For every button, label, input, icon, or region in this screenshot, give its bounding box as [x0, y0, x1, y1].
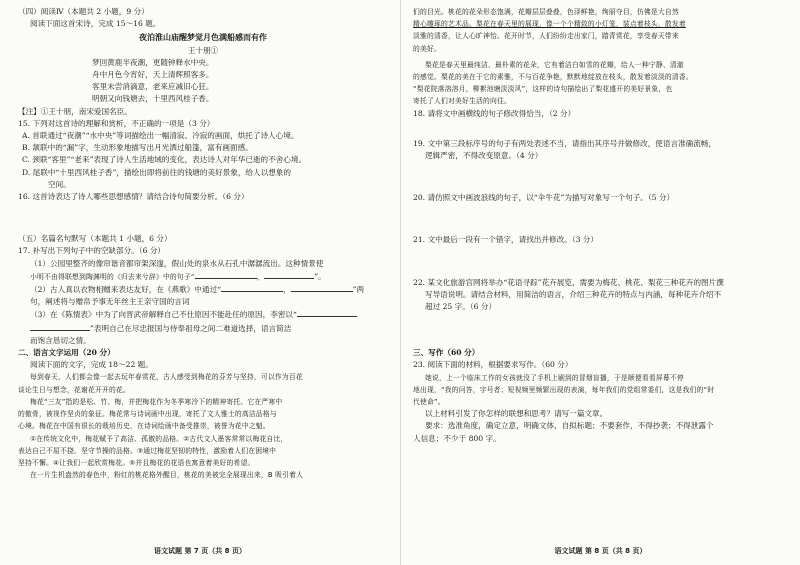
passage-line: 坚持不懈。④让我们一起欣赏梅花。⑤并且梅花的花语也寓意着美好的希望。 [18, 458, 255, 467]
poem-title: 夜泊淮山庙醒梦觉月色满船感而有作 [139, 32, 267, 43]
q17-part-3-cont: ”表明自己在尽忠报国与侍奉祖母之间二难道选择，语言简洁 [18, 322, 388, 335]
poem-line: 明朝又向钱塘去，十里西风桂子香。 [92, 94, 214, 104]
part-3-heading: 三、写作（60 分） [413, 348, 480, 358]
blank-field[interactable] [264, 270, 314, 279]
material-line: 她说，上一个临床工作的女孩就没了手机上刷到的冒烟盲播，于是顺便看看屏幕不停 [425, 373, 684, 382]
passage-line: 在一片生机盎然的春色中，粉红的桃花格外醒目，桃花的美被完全展现出来，B 吸引着人 [30, 471, 304, 480]
q15-option-a: A. 首联通过“夜潮”“水中央”等词描绘出一幅清寂、冷寂的画面，烘托了诗人心境。 [22, 131, 299, 141]
passage-line-underlined: 精心雕琢的艺术品。梨花在春天里的展现，像一个个精致的小灯笼，装点着枝头，散发着 [413, 20, 686, 29]
question-20: 20. 请仿照文中画波浪线的句子，以“伞牛花”为描写对象写一个句子。（5 分） [413, 193, 675, 203]
question-22: 22. 某文化旅游官网将举办“花语寻踪”花卉展览，需要为梅花、桃花、梨花三种花卉的图片撰 [413, 277, 724, 287]
q17-part-2-cont: 句，阐述将与赠帛予事无年丝主王亲守国的言词 [30, 297, 190, 307]
passage-line: 的感觉。梨花的美在于它的素雅，不与百花争艳，默默地绽放在枝头，散发着淡淡的清香。 [413, 73, 693, 82]
passage-line: 梅花“三友”指的是松、竹、梅，并把梅花作为冬季寒冷下的精神寄托。它在严寒中 [30, 397, 283, 406]
passage-line: 淡雅的清香，让人心旷神怡。花开时节，人们纷纷走出家门，踏青赏花，享受春天带来 [413, 32, 679, 41]
section-5-heading: （五）名篇名句默写（本题共 1 小题，6 分） [18, 234, 172, 244]
question-22-cont: 写导语说明。请结合材料，用简洁的语言，介绍三种花卉的特点与内涵，每种花卉介绍不 [425, 289, 722, 299]
question-18: 18. 请将文中画横线的句子修改得恰当，（2 分） [413, 108, 576, 118]
blank-field[interactable] [30, 322, 90, 331]
blank-field[interactable] [291, 283, 353, 292]
q17-part-3-end: 而饱含恳切之情。 [30, 335, 91, 345]
question-16: 16. 这首诗表达了诗人哪些思想感情？请结合诗句简要分析。（6 分） [18, 192, 249, 202]
section-4-heading: （四）阅读Ⅳ（本题共 2 小题，9 分） [18, 7, 149, 16]
part-2-heading: 二、语言文字运用（20 分） [18, 348, 115, 358]
passage-line: ①在传统文化中，梅花赋予了高洁、孤傲的品格。②古代文人墨客常常以梅花自比， [30, 434, 288, 443]
answer-space [18, 203, 388, 233]
question-23: 23. 阅读下面的材料，根据要求写作。（60 分） [413, 360, 573, 370]
material-line: 地出现，“我的问答，字号者；短视频里频繁出现的表演，每年我们的党组常委们，这是我们的“时 [413, 385, 715, 394]
blank-field[interactable] [297, 308, 357, 317]
q15-option-d: D. 尾联中“十里西风桂子香”，描绘出即将前往的钱塘的美好景象，给人以想象的 [22, 167, 291, 177]
q15-option-c: C. 颈联“客里”“老来”表现了诗人生活地域的变化，表达诗人对年华已逝的不舍心境。 [22, 155, 307, 165]
q17-part-3: （3）在《陈情表》中为了向晋武帝解释自己不仕原因不能赴任的原因，李密以“ [18, 308, 388, 321]
page-footer: 语文试题 第 8 页（共 8 页） [554, 546, 647, 555]
blank-field[interactable] [195, 270, 257, 279]
writing-requirements-cont: 人信息；不少于 800 字。 [413, 433, 501, 443]
poem-note: 【注】①王十朋，南宋爱国名臣。 [18, 106, 132, 116]
question-19-cont: 逻辑严密，不得改变原意。（4 分） [425, 151, 543, 161]
q15-option-b: B. 颔联中的“漏”字，生动形象地描写出月光洒过船篷，富有画面感。 [22, 143, 253, 153]
passage-line: 的美好。 [413, 44, 441, 53]
passage-line: 心境。梅花在中国有很长的栽培历史，在诗词绘画中备受推崇，被誉为花中之魁。 [18, 422, 270, 431]
q17-part-1: （1）公园里整齐的像帘谐音都帘架深邃，假山处的泉水从石孔中潺潺流出。这种情景使 [30, 258, 324, 268]
q17-part-1-blank-line: 小明不由得联想到陶渊明的《归去来兮辞》中的句子“ ， ”。 [30, 271, 326, 281]
passage-line: 们的目光。桃花的花朵形态饱满，花瓣层层叠叠，色泽鲜艳，绚丽夺目，仿佛是大自然 [413, 8, 679, 16]
passage-line: 表达自己不屈不挠、坚守节操的品格。③通过梅花坚韧的特性，激励着人们在困境中 [18, 446, 277, 455]
question-21: 21. 文中最后一段有一个错字，请找出并修改。（3 分） [413, 235, 598, 245]
part-2-intro: 阅读下面的文字，完成 18～22 题。 [30, 360, 153, 370]
poem-line: 客里未尝消滴意，老来应减旧心狂。 [92, 82, 214, 92]
passage-line: 寄托了人们对美好生活的向往。 [413, 97, 511, 106]
poem-line: 梦回黄鹿半夜潮，更随钟释水中央。 [92, 57, 214, 67]
passage-line: “梨花院落溶溶月，柳絮池塘淡淡风”，这样的诗句描绘出了梨花盛开的美好景象，也 [413, 85, 673, 94]
poem-line: 舟中月色今宵好，天上清辉照客多。 [92, 70, 214, 80]
passage-line: 梨花是春天里最纯洁、最朴素的花朵，它有着洁白如雪的花瓣，给人一种宁静、清澈 [425, 60, 684, 69]
writing-requirements: 要求：选准角度，确定立意，明确文体，自拟标题；不要套作，不得抄袭；不得泄露个 [425, 421, 714, 431]
passage-line: 每到春天，人们都会像一起去玩年春赏花，古人感受到梅花的芬芳与坚持，可以作为百花 [30, 373, 303, 382]
poem-author: 王十朋① [187, 45, 219, 55]
question-22-end: 超过 25 字。（6 分） [425, 302, 497, 312]
page-8 [400, 0, 800, 565]
writing-prompt: 以上材料引发了你怎样的联想和思考？请写一篇文章。 [425, 409, 608, 419]
page-footer: 语文试题 第 7 页（共 8 页） [154, 546, 246, 555]
passage-line: 的傲骨，被视作坚贞的象征。梅花常与诗词画中出现，寄托了文人雅士的高洁品格与 [18, 410, 277, 419]
question-17: 17. 补写出下列句子中的空缺部分。（6 分） [18, 246, 166, 256]
question-19: 19. 文中第三段标序号的句子有两处表述不当，请指出其序号并做修改，使语言准确流畅， [413, 138, 717, 148]
q15-option-d-cont: 空间。 [48, 179, 71, 189]
passage-line: 谈论生日与想念，花谢花开开的花。 [18, 385, 130, 394]
material-line: 代使命”。 [413, 398, 445, 407]
section-4-intro: 阅读下面这首宋诗，完成 15～16 题。 [30, 19, 161, 29]
blank-field[interactable] [221, 283, 283, 292]
question-15: 15. 下列对这首诗的理解和赏析，不正确的一项是（3 分） [18, 118, 215, 128]
q17-part-2: （2）古人真以衣物相赠来表达友好，在《燕歌》中通过“ ， ”两 [30, 285, 365, 295]
